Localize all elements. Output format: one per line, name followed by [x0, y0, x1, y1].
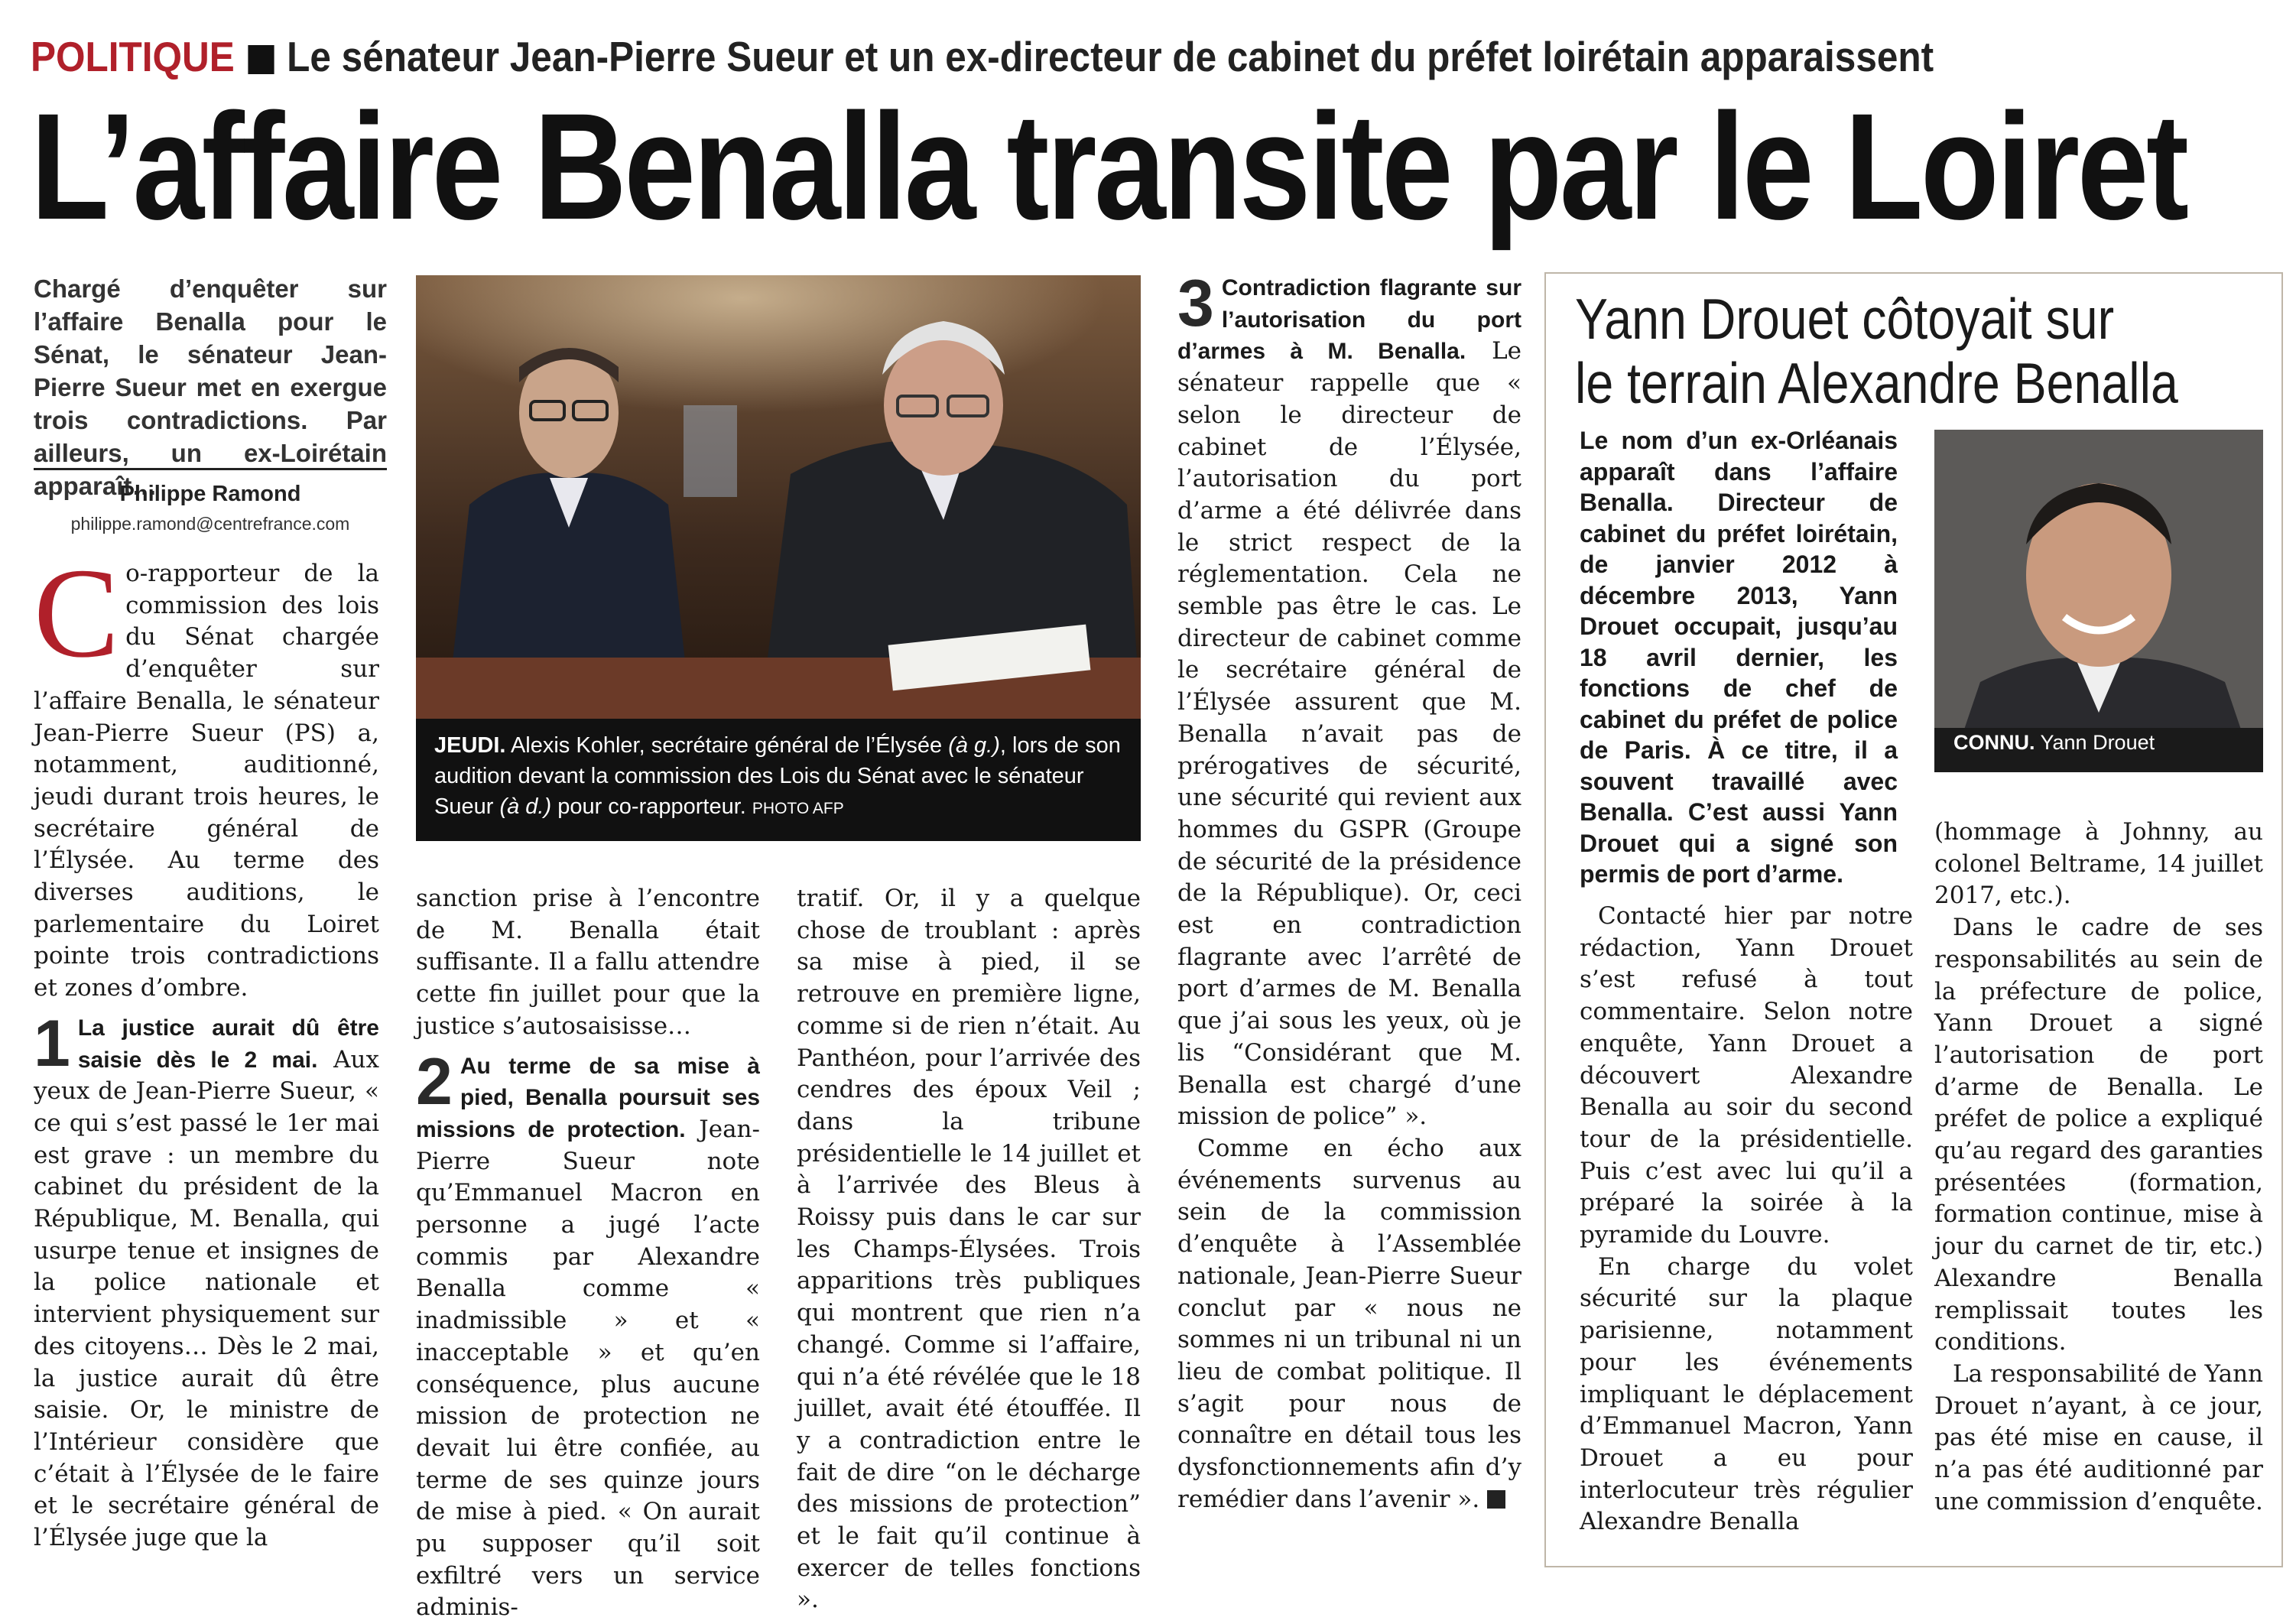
headline: L’affaire Benalla transite par le Loiret	[31, 82, 2187, 251]
article-column-3: tratif. Or, il y a quelque chose de troublant : après sa mise à pied, il se retrouve en première ligne, comme si de rien n’était. Au Panthéon, pour l’arrivée des cendres des époux Veil ; dans la tribune présidentielle le 14 juillet et à l’arrivée des Bleus à Roissy puis dans le car sur les Champs-Élysées. Trois apparitions très publiques qui montrent que rien n’a changé. Comme si l’affaire, qui n’a été révélée que le 18 juillet, avait été étouffée. Il y a contradiction entre le fait de dire “on le décharge des missions de protection” et le fait qu’il continue à exercer de telles fonctions ».	[797, 885, 1141, 1614]
byline-email: philippe.ramond@centrefrance.com	[70, 514, 350, 534]
photo-credit: PHOTO AFP	[752, 800, 844, 817]
point-3: 3 Contradiction flagrante sur l’autorisation du port d’armes à M. Benalla. Le sénateur rappelle que « selon le directeur de cabinet de l’Élysée, l’autorisation du port d’arme a été délivrée dans le strict respect de la réglementation. Cela ne semble pas être le cas. Le directeur de cabinet comme le secrétaire général de l’Élysée assurent que M. Benalla n’avait pas de prérogatives de sécurité, une sécurité qui revient aux hommes du GSPR (Groupe de sécurité de la présidence de la République). Or, ceci est en contradiction flagrante avec l’arrêté de port d’armes de M. Benalla que j’ai sous les yeux, où je lis “Considérant que M. Benalla est chargé d’une mission de police” ».	[1177, 267, 1521, 1131]
point-2: 2 Au terme de sa mise à pied, Benalla poursuit ses missions de protection. Jean-Pierre Sueur note qu’Emmanuel Macron en personne a jugé l’acte commis par Alexandre Benalla comme « inadmissible » et « inacceptable » et qu’en conséquence, plus aucune mission de protection ne devait lui être confiée, au terme de ses quinze jours de mise à pied. « On aurait pu supposer qu’il soit exfiltré vers un service adminis-	[416, 1044, 760, 1622]
byline-author: Philippe Ramond	[119, 482, 301, 506]
sidebar-photo	[1934, 430, 2263, 772]
sidebar-title: Yann Drouet côtoyait sur le terrain Alexandre Benalla	[1575, 287, 2178, 415]
sidebar-column-1: Contacté hier par notre rédaction, Yann Drouet s’est refusé à tout commentaire. Selon notre enquête, Yann Drouet a découvert Alexandre Benalla au soir du second tour de la présidentielle. Puis c’est avec lui qu’il a préparé la soirée à la pyramide du Louvre. En charge du volet sécurité sur la plaque parisienne, notamment pour les événements impliquant le déplacement d’Emmanuel Macron, Yann Drouet a eu pour interlocuteur très régulier Alexandre Benalla	[1580, 902, 1913, 1536]
point-heading-2: Au terme de sa mise à pied, Benalla poursuit ses missions de protection.	[416, 1053, 760, 1142]
sidebar-column-2: (hommage à Johnny, au colonel Beltrame, 14 juillet 2017, etc.). Dans le cadre de ses responsabilités au sein de la préfecture de police, Yann Drouet a signé l’autorisation de port d’arme de Benalla. Le préfet de police a expliqué qu’au regard des garanties présentées (formation, formation continue, mise à jour du carnet de tir, etc.) Alexandre Benalla remplissait toutes les conditions. La responsabilité de Yann Drouet n’ayant, à ce jour, pas été mise en cause, il n’a pas été auditionné par une commission d’enquête.	[1934, 818, 2263, 1515]
sidebar-caption-lead: CONNU.	[1953, 731, 2035, 754]
lead-paragraph: Chargé d’enquêter sur l’affaire Benalla pour le Sénat, le sénateur Jean-Pierre Sueur met en exergue trois contradictions. Par ailleurs, un ex-Loirétain apparaît…	[34, 274, 387, 500]
main-photo-caption: JEUDI. Alexis Kohler, secrétaire général de l’Élysée (à g.), lors de son audition devant la commission des Lois du Sénat avec le sénateur Sueur (à d.) pour co-rapporteur. PHOTO AFP	[434, 733, 1121, 819]
square-bullet-icon	[248, 45, 274, 74]
drop-cap: C	[34, 542, 120, 684]
point-1: 1 La justice aurait dû être saisie dès le 2 mai. Aux yeux de Jean-Pierre Sueur, « ce qui s’est passé le 1er mai est grave : un membre du cabinet du président de la République, M. Benalla, qui usurpe tenue et insignes de la police nationale et intervient physiquement sur des citoyens… Dès le 2 mai, la justice aurait dû être saisie. Or, le ministre de l’Intérieur considère que c’était à l’Élysée de le faire et le secrétaire général de l’Élysée juge que la	[34, 1006, 379, 1552]
point-number-3: 3	[1177, 267, 1214, 340]
point-number-2: 2	[416, 1044, 453, 1119]
article-column-4: 3 Contradiction flagrante sur l’autorisation du port d’armes à M. Benalla. Le sénateur rappelle que « selon le directeur de cabinet de l’Élysée, l’autorisation du port d’arme a été délivrée dans le strict respect de la réglementation. Cela ne semble pas être le cas. Le directeur de cabinet comme le secrétaire général de l’Élysée assurent que M. Benalla n’avait pas de prérogatives de sécurité, une sécurité qui revient aux hommes du GSPR (Groupe de sécurité de la présidence de la République). Or, ceci est en contradiction flagrante avec l’arrêté de port d’armes de M. Benalla que j’ai sous les yeux, où je lis “Considérant que M. Benalla est chargé d’une mission de police” ». Comme en écho aux événements survenus au sein de la commission d’enquête à l’Assemblée nationale, Jean-Pierre Sueur conclut par « nous ne sommes ni un tribunal ni un lieu de combat politique. Il s’agit pour nous de connaître en détail tous les dysfonctionnements afin d’y remédier dans l’avenir ».	[1177, 267, 1521, 1513]
end-square-icon	[1487, 1490, 1505, 1509]
sidebar-photo-caption: CONNU. Yann Drouet	[1953, 731, 2155, 754]
article-column-1	[34, 542, 379, 1567]
point-heading-1: La justice aurait dû être saisie dès le 2 mai.	[77, 1015, 379, 1073]
point-heading-3: Contradiction flagrante sur l’autorisation du port d’armes à M. Benalla.	[1177, 275, 1521, 365]
intro-paragraph: Co-rapporteur de la commission des lois du Sénat chargée d’enquêter sur l’affaire Benalla, le sénateur Jean-Pierre Sueur (PS) a, notamment, auditionné, jeudi durant trois heures, le secrétaire général de l’Élysée. Au terme des diverses auditions, le parlementaire du Loiret pointe trois contradictions et zones d’ombre.	[34, 542, 379, 1002]
kicker-dek: Le sénateur Jean-Pierre Sueur et un ex-directeur de cabinet du préfet loirétain apparaissent	[287, 33, 1934, 80]
sidebar-photo-image	[1934, 430, 2263, 772]
article-column-2: sanction prise à l’encontre de M. Benalla était suffisante. Il a fallu attendre cette fin juillet pour que la justice s’autosaisisse… 2 Au terme de sa mise à pied, Benalla poursuit ses missions de protection. Jean-Pierre Sueur note qu’Emmanuel Macron en personne a jugé l’acte commis par Alexandre Benalla comme « inadmissible » et « inacceptable » et qu’en conséquence, plus aucune mission de protection ne devait lui être confiée, au terme de ses quinze jours de mise à pied. « On aurait pu supposer qu’il soit exfiltré vers un service adminis-	[416, 883, 760, 1567]
section-tag: POLITIQUE	[31, 33, 235, 80]
sidebar-lead: Le nom d’un ex-Orléanais apparaît dans l’affaire Benalla. Directeur de cabinet du préfet loirétain, de janvier 2012 à décembre 2013, Yann Drouet occupait, jusqu’au 18 avril dernier, les fonctions de chef de cabinet du préfet de police de Paris. À ce titre, il a souvent travaillé avec Benalla. C’est aussi Yann Drouet qui a signé son permis de port d’arme.	[1580, 427, 1898, 888]
point-number-1: 1	[34, 1006, 70, 1080]
byline-rule	[34, 468, 387, 470]
caption-lead: JEUDI.	[434, 733, 506, 758]
kicker-line	[31, 26, 2047, 87]
